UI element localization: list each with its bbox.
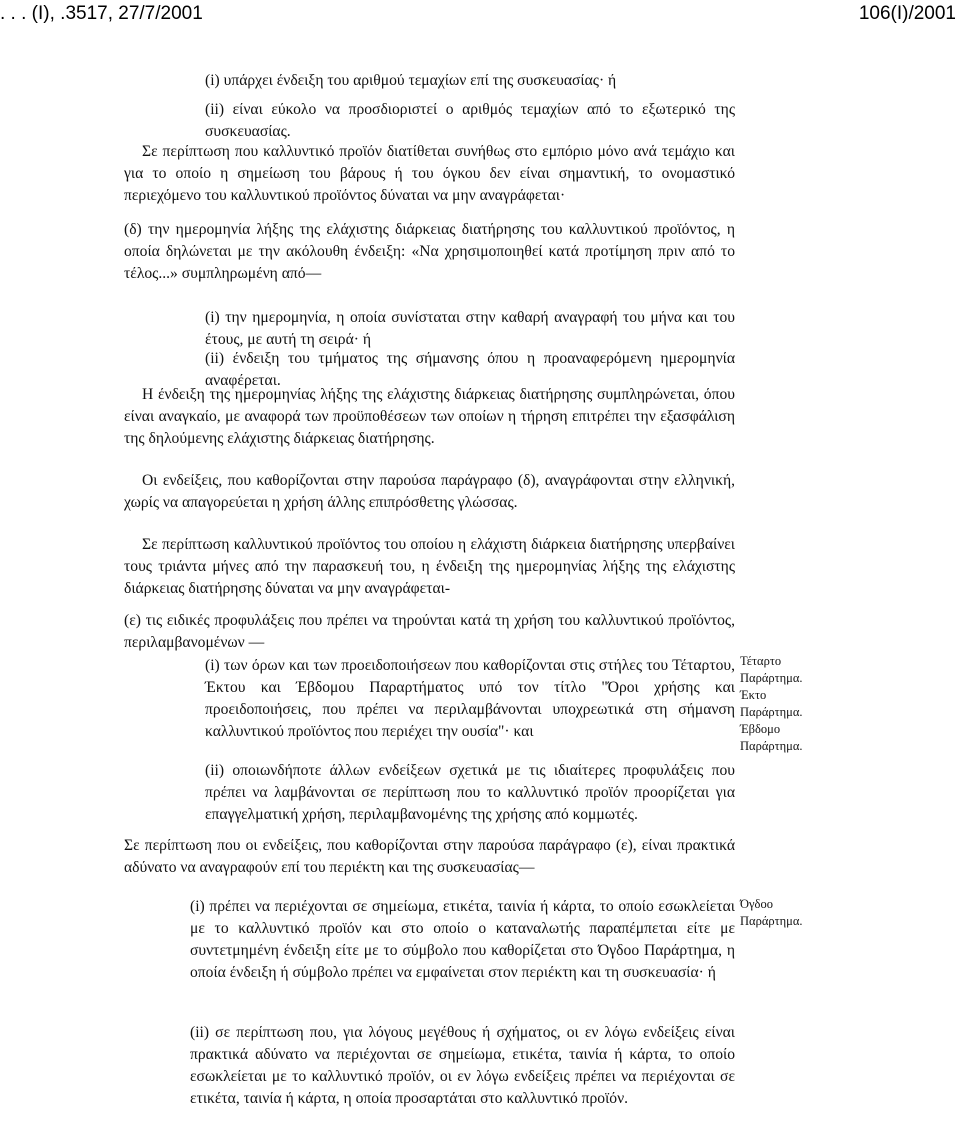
- margin-note-line: Παράρτημα.: [740, 671, 803, 685]
- paragraph-9: Σε περίπτωση καλλυντικού προϊόντος του οποίου η ελάχιστη διάρκεια διατήρησης υπερβαίνει τους τριάντα μήνες από την παρασκευή του, η ένδειξη της ημερομηνίας λήξης της ελάχιστης διάρκειας διατήρησης δύναται να μην αναγράφεται-: [124, 536, 735, 597]
- margin-note-line: Παράρτημα.: [740, 705, 803, 719]
- margin-note-annex-8: [740, 896, 850, 930]
- header-right: 106(Ι)/2001: [858, 3, 956, 24]
- margin-note-line: Έκτο: [740, 688, 767, 702]
- paragraph-10: (ε) τις ειδικές προφυλάξεις που πρέπει να τηρούνται κατά τη χρήση του καλλυντικού προϊόντος, περιλαμβανομένων —: [124, 612, 735, 651]
- margin-note-line: Παράρτημα.: [740, 914, 803, 928]
- margin-note-line: Έβδομο: [740, 722, 781, 736]
- paragraph-13: Σε περίπτωση που οι ενδείξεις, που καθορίζονται στην παρούσα παράγραφο (ε), είναι πρακτικά αδύνατο να αναγραφούν επί του περιέκτη και της συσκευασίας—: [124, 837, 735, 876]
- paragraph-7: Η ένδειξη της ημερομηνίας λήξης της ελάχιστης διάρκειας διατήρησης συμπληρώνεται, όπου είναι αναγκαίο, με αναφορά των προϋποθέσεων των οποίων η τήρηση επιτρέπει την εξασφάλιση της δηλούμενης ελάχιστης διάρκειας διατήρησης.: [124, 386, 735, 447]
- paragraph-14: (i) πρέπει να περιέχονται σε σημείωμα, ετικέτα, ταινία ή κάρτα, το οποίο εσωκλείεται με το καλλυντικό προϊόν και στο οποίο ο καταναλωτής παραπέμπεται είτε με συντετμημένη ένδειξη είτε με το σύμβολο που καθορίζεται στο Όγδοο Παράρτημα, η οποία ένδειξη ή σύμβολο πρέπει να εμφαίνεται στον περιέκτη και τη συσκευασία· ή: [190, 898, 735, 981]
- margin-note-line: Παράρτημα.: [740, 739, 803, 753]
- paragraph-15: (ii) σε περίπτωση που, για λόγους μεγέθους ή σχήματος, οι εν λόγω ενδείξεις είναι πρακτικά αδύνατο να περιέχονται σε σημείωμα, ετικέτα, ταινία ή κάρτα, το οποίο εσωκλείεται με το καλλυντικό προϊόν, οι εν λόγω ενδείξεις πρέπει να περιέχονται σε ετικέτα, ταινία ή κάρτα, η οποία προσαρτάται στο καλλυντικό προϊόν.: [190, 1024, 735, 1107]
- margin-note-line: Όγδοο: [740, 897, 773, 911]
- paragraph-12: (ii) οποιωνδήποτε άλλων ενδείξεων σχετικά με τις ιδιαίτερες προφυλάξεις που πρέπει να λαμβάνονται σε περίπτωση που το καλλυντικό προϊόν προορίζεται για επαγγελματική χρήση, περιλαμβανομένης της χρήσης από κομμωτές.: [205, 762, 735, 823]
- paragraph-1: (i) υπάρχει ένδειξη του αριθμού τεμαχίων επί της συσκευασίας· ή: [205, 72, 617, 89]
- margin-note-annexes-4-6-7: [740, 653, 850, 755]
- margin-note-line: Τέταρτο: [740, 654, 782, 668]
- paragraph-5: (i) την ημερομηνία, η οποία συνίσταται στην καθαρή αναγραφή του μήνα και του έτους, με αυτή τη σειρά· ή: [205, 309, 735, 348]
- paragraph-8: Οι ενδείξεις, που καθορίζονται στην παρούσα παράγραφο (δ), αναγράφονται στην ελληνική, χωρίς να απαγορεύεται η χρήση άλλης επιπρόσθετης γλώσσας.: [124, 472, 735, 511]
- header-left: . . . (Ι), .3517, 27/7/2001: [0, 3, 203, 24]
- paragraph-4: (δ) την ημερομηνία λήξης της ελάχιστης διάρκειας διατήρησης του καλλυντικού προϊόντος, η οποία δηλώνεται με την ακόλουθη ένδειξη: «Να χρησιμοποιηθεί κατά προτίμηση πριν από το τέλος...» συμπληρωμένη από—: [124, 221, 735, 282]
- paragraph-6: (ii) ένδειξη του τμήματος της σήμανσης όπου η προαναφερόμενη ημερομηνία αναφέρεται.: [205, 350, 735, 389]
- paragraph-11: (i) των όρων και των προειδοποιήσεων που καθορίζονται στις στήλες του Τέταρτου, Έκτου και Έβδομου Παραρτήματος υπό τον τίτλο "Όροι χρήσης και προειδοποιήσεις, που πρέπει να περιλαμβάνονται υποχρεωτικά στη σήμανση καλλυντικού προϊόντος που περιέχει την ουσία"· και: [205, 657, 735, 740]
- paragraph-2: (ii) είναι εύκολο να προσδιοριστεί ο αριθμός τεμαχίων από το εξωτερικό της συσκευασίας.: [205, 101, 735, 140]
- paragraph-3: Σε περίπτωση που καλλυντικό προϊόν διατίθεται συνήθως στο εμπόριο μόνο ανά τεμάχιο και για το οποίο η σημείωση του βάρους ή του όγκου δεν είναι σημαντική, το ονομαστικό περιεχόμενο του καλλυντικού προϊόντος δύναται να μην αναγράφεται·: [124, 143, 735, 204]
